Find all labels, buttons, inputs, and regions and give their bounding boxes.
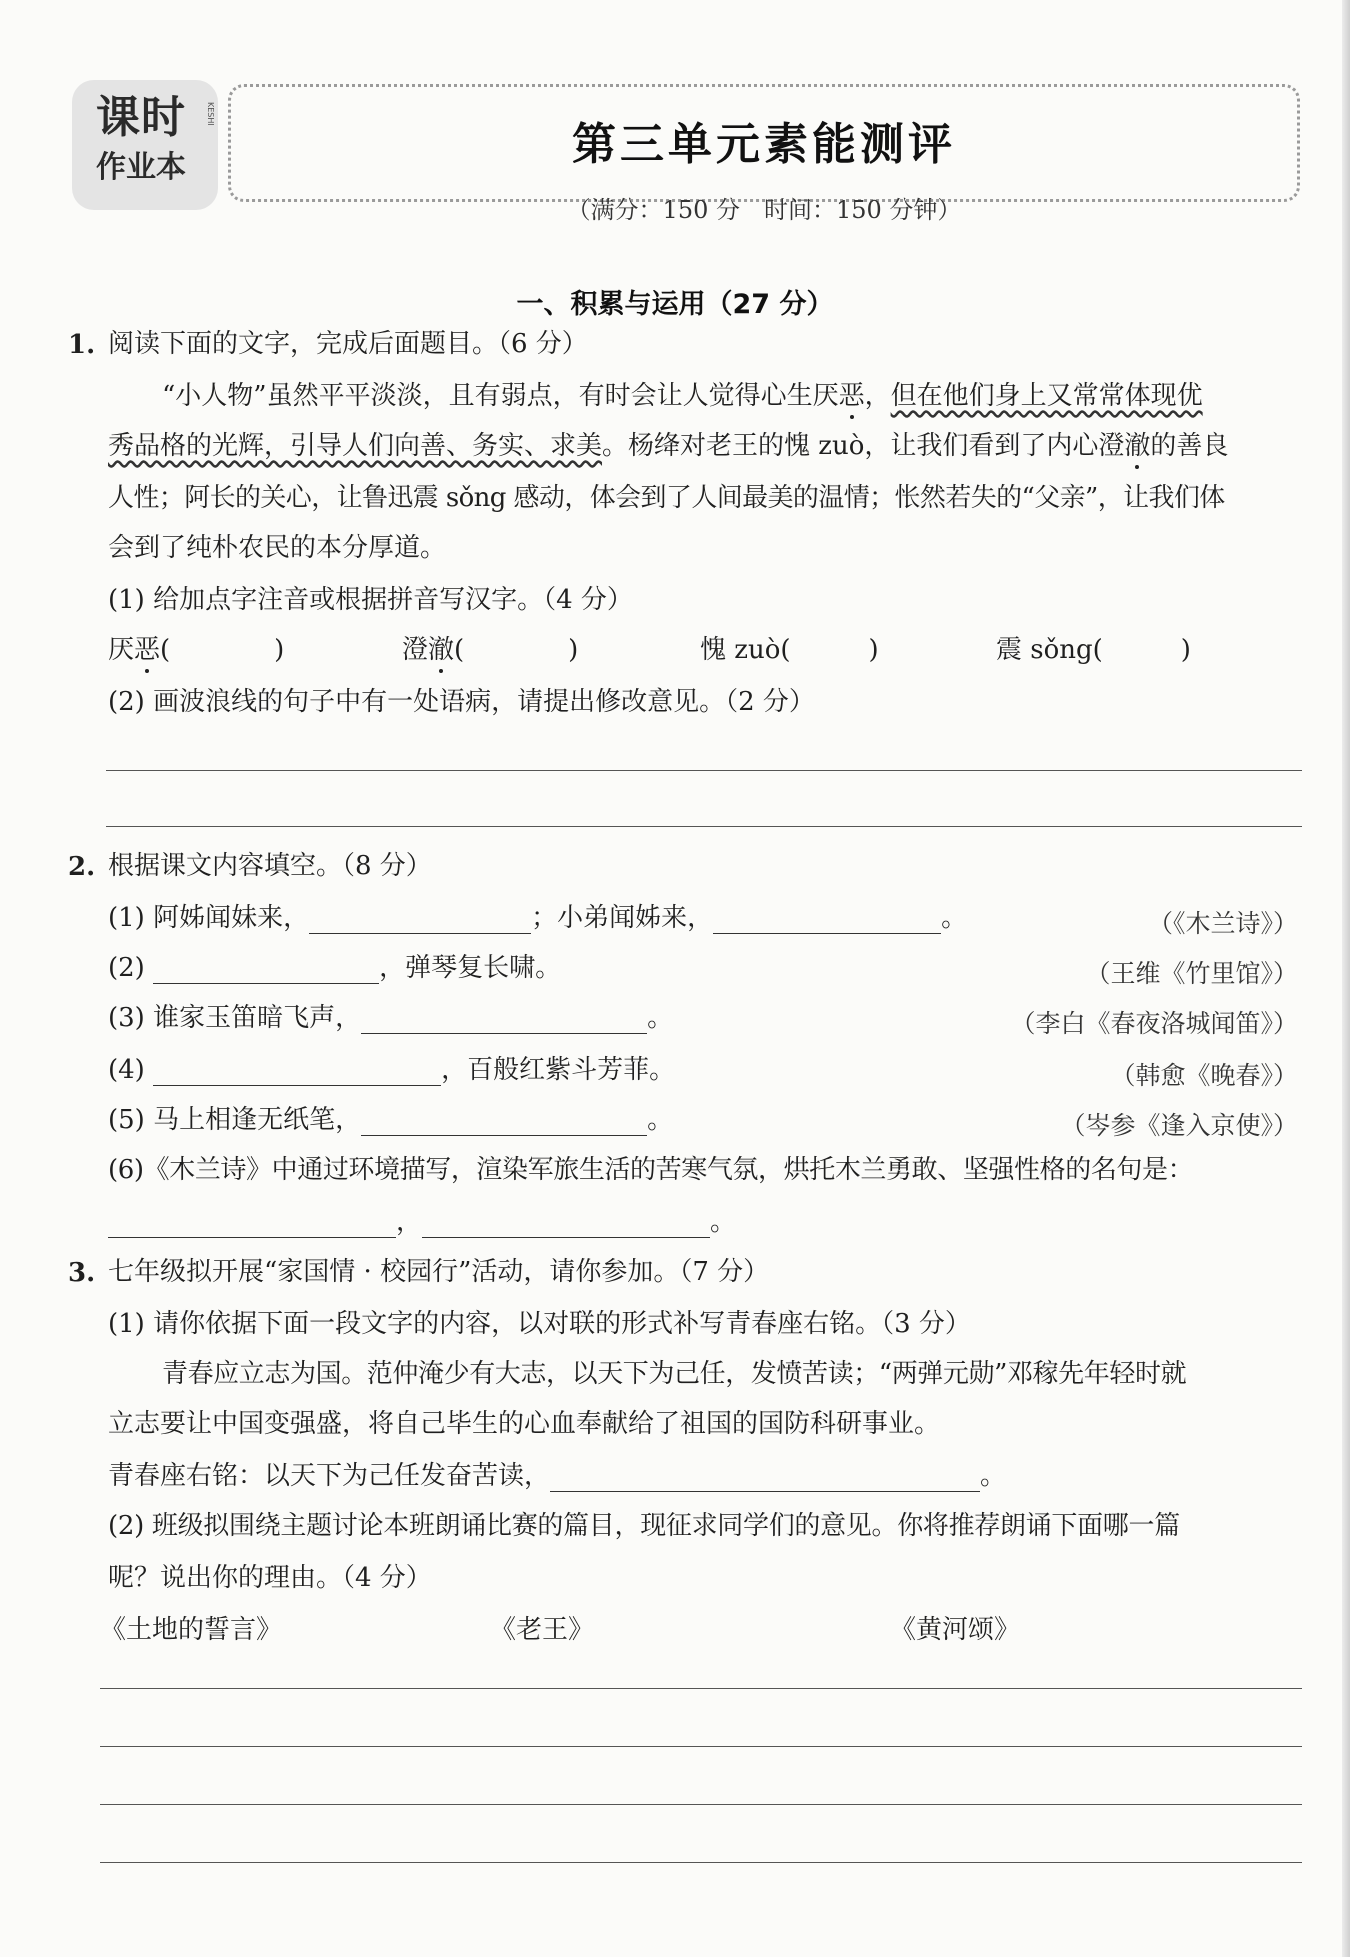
q3-sub2-line1: (2) 班级拟围绕主题讨论本班朗诵比赛的篇目，现征求同学们的意见。你将推荐朗诵下面哪一篇 — [108, 1511, 1180, 1541]
q2-l4-label: (4) — [108, 1055, 145, 1085]
fill-blank[interactable] — [309, 907, 531, 934]
q2-l5-text: (5) 马上相逢无纸笔， — [108, 1105, 362, 1135]
logo-small-text: KESHI — [206, 102, 215, 126]
logo — [72, 80, 218, 210]
q2-l1-text: (1) 阿姊闻妹来， — [108, 903, 310, 933]
q2-line4 — [108, 1054, 675, 1086]
answer-line[interactable] — [106, 770, 1302, 771]
q3-sub2-line2: 呢？说出你的理由。（4 分） — [108, 1563, 432, 1593]
q1-item-a[interactable] — [108, 634, 284, 666]
q1-number: 1. — [68, 330, 96, 360]
q3-motto-text: 青春座右铭：以天下为己任发奋苦读， — [108, 1461, 551, 1491]
q1-passage-line2 — [108, 430, 1228, 462]
q1-p1c: ， — [864, 381, 891, 411]
q1-item-b-blank: ( ) — [454, 635, 579, 665]
q2-l1-mid: ；小弟闻姊来， — [531, 903, 714, 933]
q3-motto — [108, 1460, 1006, 1492]
fill-blank[interactable] — [108, 1211, 396, 1238]
q1-item-a-char1: 厌 — [108, 635, 135, 665]
page-subtitle: （满分：150 分 时间：150 分钟） — [566, 196, 962, 224]
q3-stem: 七年级拟开展“家国情 · 校园行”活动，请你参加。（7 分） — [108, 1257, 770, 1287]
answer-line[interactable] — [106, 826, 1302, 827]
q3-motto-end: 。 — [980, 1461, 1007, 1491]
q2-l3-end: 。 — [647, 1003, 674, 1033]
section-heading: 一、积累与运用（27 分） — [516, 289, 834, 320]
q1-passage-line3: 人性；阿长的关心，让鲁迅震 sǒng 感动，体会到了人间最美的温情；怅然若失的“父亲”，让我们体 — [108, 483, 1225, 513]
q3-option-2: 《老王》 — [490, 1615, 595, 1645]
q2-l2-label: (2) — [108, 953, 145, 983]
q2-source2: （王维《竹里馆》） — [1085, 959, 1298, 988]
q2-source4: （韩愈《晚春》） — [1110, 1061, 1298, 1090]
fill-blank[interactable] — [153, 1059, 441, 1086]
q1-p1a: “小人物”虽然平平淡淡，且有弱点，有时会让人觉得心生厌 — [162, 381, 839, 411]
q2-l2-text: ，弹琴复长啸。 — [379, 953, 562, 983]
q2-line2 — [108, 952, 561, 984]
q1-item-a-blank: ( ) — [160, 635, 285, 665]
answer-line[interactable] — [100, 1862, 1302, 1863]
q3-passage-line1: 青春应立志为国。范仲淹少有大志，以天下为己任，发愤苦读；“两弹元勋”邓稼先年轻时就 — [162, 1359, 1187, 1389]
q2-number: 2. — [68, 852, 96, 882]
q2-l5-end: 。 — [647, 1105, 674, 1135]
answer-line[interactable] — [100, 1804, 1302, 1805]
q1-item-d[interactable]: 震 sǒng( ) — [996, 635, 1191, 665]
answer-line[interactable] — [100, 1688, 1302, 1689]
q2-source5: （岑参《逢入京使》） — [1060, 1111, 1298, 1140]
q2-l3-text: (3) 谁家玉笛暗飞声， — [108, 1003, 362, 1033]
q1-item-a-char2: 恶 — [134, 635, 161, 665]
q1-dotted-char: 澈 — [1124, 431, 1151, 461]
q2-l7-end: 。 — [710, 1207, 737, 1237]
q1-passage-line4: 会到了纯朴农民的本分厚道。 — [108, 533, 447, 563]
q1-p2a: 。杨绛对老王的愧 zuò，让我们看到了内心澄 — [602, 431, 1125, 461]
q2-line5 — [108, 1104, 673, 1136]
q2-stem: 根据课文内容填空。（8 分） — [108, 851, 432, 881]
q1-item-c[interactable]: 愧 zuò( ) — [700, 635, 879, 665]
fill-blank[interactable] — [153, 957, 379, 984]
q2-l1-end: 。 — [941, 903, 968, 933]
q1-item-b[interactable] — [402, 634, 578, 666]
fill-blank[interactable] — [361, 1007, 647, 1034]
q2-l4-text: ，百般红紫斗芳菲。 — [441, 1055, 676, 1085]
answer-line[interactable] — [100, 1746, 1302, 1747]
q1-sub1: (1) 给加点字注音或根据拼音写汉字。（4 分） — [108, 585, 633, 615]
q3-option-3: 《黄河颂》 — [890, 1615, 1021, 1645]
q1-wavy-sentence-part1: 但在他们身上又常常体现优 — [890, 381, 1203, 411]
q1-p2b: 的善良 — [1150, 431, 1229, 461]
q3-passage-line2: 立志要让中国变强盛，将自己毕生的心血奉献给了祖国的国防科研事业。 — [108, 1409, 941, 1439]
q2-line3 — [108, 1002, 673, 1034]
fill-blank[interactable] — [361, 1109, 647, 1136]
q1-sub2: (2) 画波浪线的句子中有一处语病，请提出修改意见。（2 分） — [108, 687, 815, 717]
q1-item-b-char1: 澄 — [402, 635, 429, 665]
fill-blank[interactable] — [550, 1465, 980, 1492]
fill-blank[interactable] — [713, 907, 941, 934]
q3-number: 3. — [68, 1258, 96, 1288]
q2-l7-comma: ， — [396, 1207, 423, 1237]
q2-source1: （《木兰诗》） — [1147, 909, 1298, 938]
q3-sub1: (1) 请你依据下面一段文字的内容，以对联的形式补写青春座右铭。（3 分） — [108, 1309, 971, 1339]
q1-wavy-sentence-part2: 秀品格的光辉，引导人们向善、务实、求美 — [108, 431, 603, 461]
q3-option-1: 《土地的誓言》 — [100, 1615, 283, 1645]
page-title: 第三单元素能测评 — [572, 119, 956, 170]
q2-line7 — [108, 1206, 736, 1238]
q1-item-b-char2: 澈 — [428, 635, 455, 665]
q1-stem: 阅读下面的文字，完成后面题目。（6 分） — [108, 329, 588, 359]
q1-passage-line1 — [162, 380, 1203, 412]
logo-top-text: 课时 — [96, 92, 186, 143]
q2-source3: （李白《春夜洛城闻笛》） — [1010, 1009, 1298, 1038]
q2-line1 — [108, 902, 967, 934]
fill-blank[interactable] — [422, 1211, 710, 1238]
logo-bottom-text: 作业本 — [96, 150, 186, 185]
q1-dotted-char: 恶 — [838, 381, 865, 411]
q2-line6: (6)《木兰诗》中通过环境描写，渲染军旅生活的苦寒气氛，烘托木兰勇敢、坚强性格的名句是： — [108, 1155, 1194, 1185]
